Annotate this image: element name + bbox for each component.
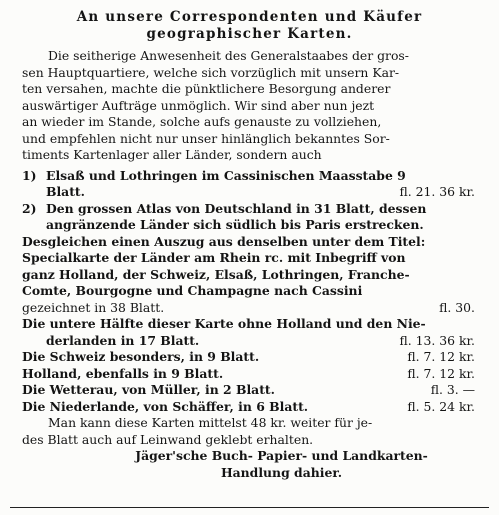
extract-line: ganz Holland, der Schweiz, Elsaß, Lothringen, Franche-: [22, 266, 410, 282]
intro-line: sen Hauptquartiere, welche sich vorzüglich mit unsern Kar-: [22, 64, 400, 80]
item-2: [22, 201, 481, 218]
extract-line: Desgleichen einen Auszug aus denselben unter dem Titel:: [22, 233, 426, 249]
item-text: Holland, ebenfalls in 9 Blatt.: [22, 365, 224, 381]
item-text: angränzende Länder sich südlich bis Paris erstrecken.: [46, 217, 424, 232]
article-body: [22, 48, 481, 481]
price: fl. 5. 24 kr.: [407, 398, 475, 414]
signature-line: Jäger'sche Buch- Papier- und Landkarten-: [135, 448, 428, 463]
lower-half-line: Die untere Hälfte dieser Karte ohne Holland und den Nie-: [22, 316, 426, 331]
price: fl. 21. 36 kr.: [399, 184, 475, 199]
bottom-divider: [10, 507, 489, 508]
price: fl. 13. 36 kr.: [399, 332, 475, 348]
price-row: [22, 366, 481, 383]
item-text: gezeichnet in 38 Blatt.: [22, 299, 165, 315]
lower-half-price-row: [22, 333, 481, 350]
extract-line: Comte, Bourgogne und Champagne nach Cassini: [22, 283, 363, 298]
item-text: derlanden in 17 Blatt.: [46, 332, 200, 348]
price: fl. 30.: [439, 299, 475, 315]
item-number: 1): [22, 167, 37, 183]
price: fl. 7. 12 kr.: [407, 365, 475, 381]
price-row: [22, 349, 481, 366]
intro-line: Die seitherige Anwesenheit des Generalstaabes der gros-: [48, 48, 409, 63]
intro-line: auswärtiger Aufträge unmöglich. Wir sind aber nun jezt: [22, 97, 375, 113]
item-text: Die Schweiz besonders, in 9 Blatt.: [22, 349, 260, 364]
item-1-price-row: [22, 184, 481, 201]
intro-line: timents Kartenlager aller Länder, sondern auch: [22, 147, 322, 162]
extract-line: Specialkarte der Länder am Rhein rc. mit Inbegriff von: [22, 250, 406, 265]
price: fl. 7. 12 kr.: [407, 349, 475, 364]
item-1: [22, 168, 481, 185]
price-row: [22, 399, 481, 416]
heading-line-1: An unsere Correspondenten und Käufer: [76, 9, 423, 25]
heading-line-2: geographischer Karten.: [146, 26, 353, 42]
signature-line: Handlung dahier.: [220, 464, 343, 480]
item-text: Die Wetterau, von Müller, in 2 Blatt.: [22, 382, 275, 397]
item-number: 2): [22, 200, 37, 216]
intro-line: und empfehlen nicht nur unser hinlänglich bekanntes Sor-: [22, 130, 390, 146]
closing-line: Man kann diese Karten mittelst 48 kr. weiter für je-: [48, 415, 373, 430]
extract-price-row: [22, 300, 481, 317]
closing-line: des Blatt auch auf Leinwand geklebt erhalten.: [22, 431, 314, 447]
intro-line: an wieder im Stande, solche aufs genauste zu vollziehen,: [22, 114, 382, 129]
price: fl. 3. —: [430, 382, 475, 397]
item-text: Den grossen Atlas von Deutschland in 31 Blatt, dessen: [46, 200, 427, 216]
item-text: Blatt.: [46, 184, 85, 199]
item-text: Elsaß und Lothringen im Cassinischen Maasstabe 9: [46, 167, 406, 183]
price-row: [22, 382, 481, 399]
intro-line: ten versahen, machte die pünktlichere Besorgung anderer: [22, 81, 391, 96]
item-text: Die Niederlande, von Schäffer, in 6 Blatt.: [22, 398, 309, 414]
